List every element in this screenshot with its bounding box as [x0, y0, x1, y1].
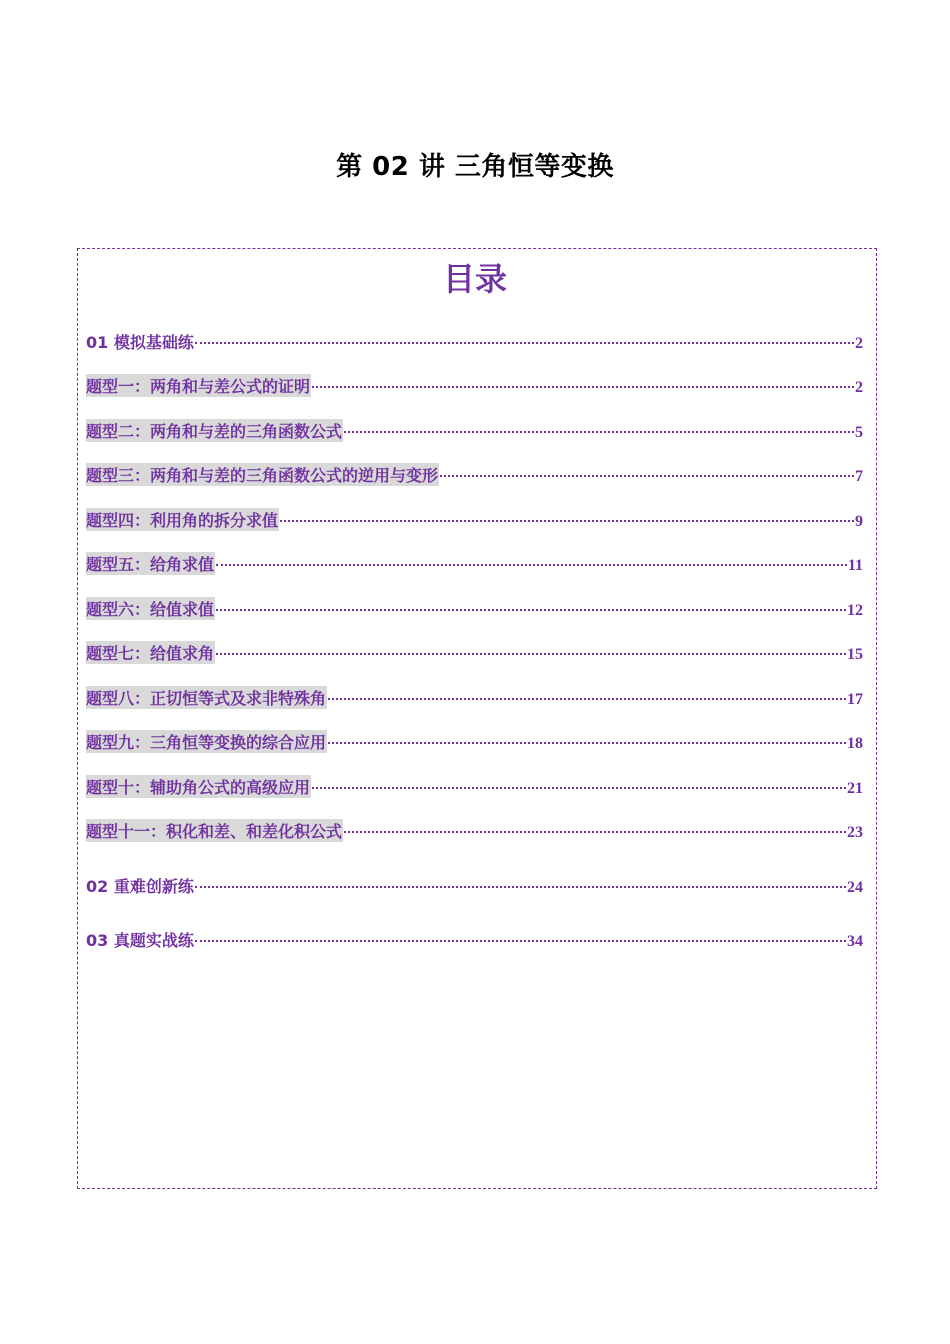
toc-page-number: 9 — [855, 513, 863, 530]
toc-entry-label: 题型四：利用角的拆分求值 — [86, 508, 279, 531]
toc-leader-dots — [344, 431, 854, 433]
toc-entry-label: 题型二：两角和与差的三角函数公式 — [86, 419, 343, 442]
toc-leader-dots — [280, 520, 854, 522]
toc-leader-dots — [344, 831, 846, 833]
toc-page-number: 12 — [847, 602, 863, 619]
toc-entry-label: 02 重难创新练 — [86, 877, 194, 896]
toc-leader-dots — [328, 698, 846, 700]
toc-leader-dots — [195, 940, 846, 942]
toc-entry-label: 题型八：正切恒等式及求非特殊角 — [86, 686, 327, 709]
toc-page-number: 15 — [847, 646, 863, 663]
toc-leader-dots — [216, 564, 847, 566]
toc-page-number: 18 — [847, 735, 863, 752]
toc-entry-label: 03 真题实战练 — [86, 931, 194, 950]
toc-page-number: 2 — [855, 335, 863, 352]
toc-entry-label: 题型五：给角求值 — [86, 552, 215, 575]
toc-entry-type-4[interactable] — [86, 508, 863, 532]
toc-entry-type-8[interactable] — [86, 686, 863, 710]
toc-entry-label: 题型一：两角和与差公式的证明 — [86, 374, 311, 397]
toc-leader-dots — [216, 609, 846, 611]
toc-page-number: 23 — [847, 824, 863, 841]
toc-entry-type-5[interactable] — [86, 552, 863, 576]
toc-entry-type-3[interactable] — [86, 463, 863, 487]
toc-entry-type-1[interactable] — [86, 374, 863, 398]
toc-leader-dots — [328, 742, 846, 744]
toc-page-number: 21 — [847, 780, 863, 797]
toc-leader-dots — [312, 386, 854, 388]
toc-entry-label: 题型十：辅助角公式的高级应用 — [86, 775, 311, 798]
toc-entry-type-10[interactable] — [86, 775, 863, 799]
toc-entry-type-2[interactable] — [86, 419, 863, 443]
toc-page-number: 34 — [847, 933, 863, 950]
toc-entry-type-6[interactable] — [86, 597, 863, 621]
toc-entry-type-9[interactable] — [86, 730, 863, 754]
toc-leader-dots — [216, 653, 846, 655]
toc-page-number: 11 — [847, 557, 863, 574]
toc-entry-label: 01 模拟基础练 — [86, 333, 194, 352]
toc-leader-dots — [440, 475, 854, 477]
toc-entry-label: 题型六：给值求值 — [86, 597, 215, 620]
toc-page-number: 17 — [847, 691, 863, 708]
toc-leader-dots — [195, 886, 846, 888]
toc-page-number: 24 — [847, 879, 863, 896]
toc-page-number: 5 — [855, 424, 863, 441]
toc-entry-label: 题型三：两角和与差的三角函数公式的逆用与变形 — [86, 463, 439, 486]
toc-leader-dots — [312, 787, 846, 789]
toc-entry-type-11[interactable] — [86, 819, 863, 843]
toc-page-number: 2 — [855, 379, 863, 396]
toc-entry-real-exam-practice[interactable] — [86, 928, 863, 952]
toc-entry-advanced-innovation[interactable] — [86, 874, 863, 898]
toc-entry-simulation-basics[interactable] — [86, 330, 863, 354]
toc-leader-dots — [195, 342, 854, 344]
toc-heading: 目录 — [442, 260, 507, 298]
toc-entry-type-7[interactable] — [86, 641, 863, 665]
page-title: 第 02 讲 三角恒等变换 — [336, 152, 614, 182]
toc-entry-label: 题型九：三角恒等变换的综合应用 — [86, 730, 327, 753]
toc-entry-label: 题型十一：积化和差、和差化积公式 — [86, 819, 343, 842]
toc-entry-label: 题型七：给值求角 — [86, 641, 215, 664]
toc-page-number: 7 — [855, 468, 863, 485]
